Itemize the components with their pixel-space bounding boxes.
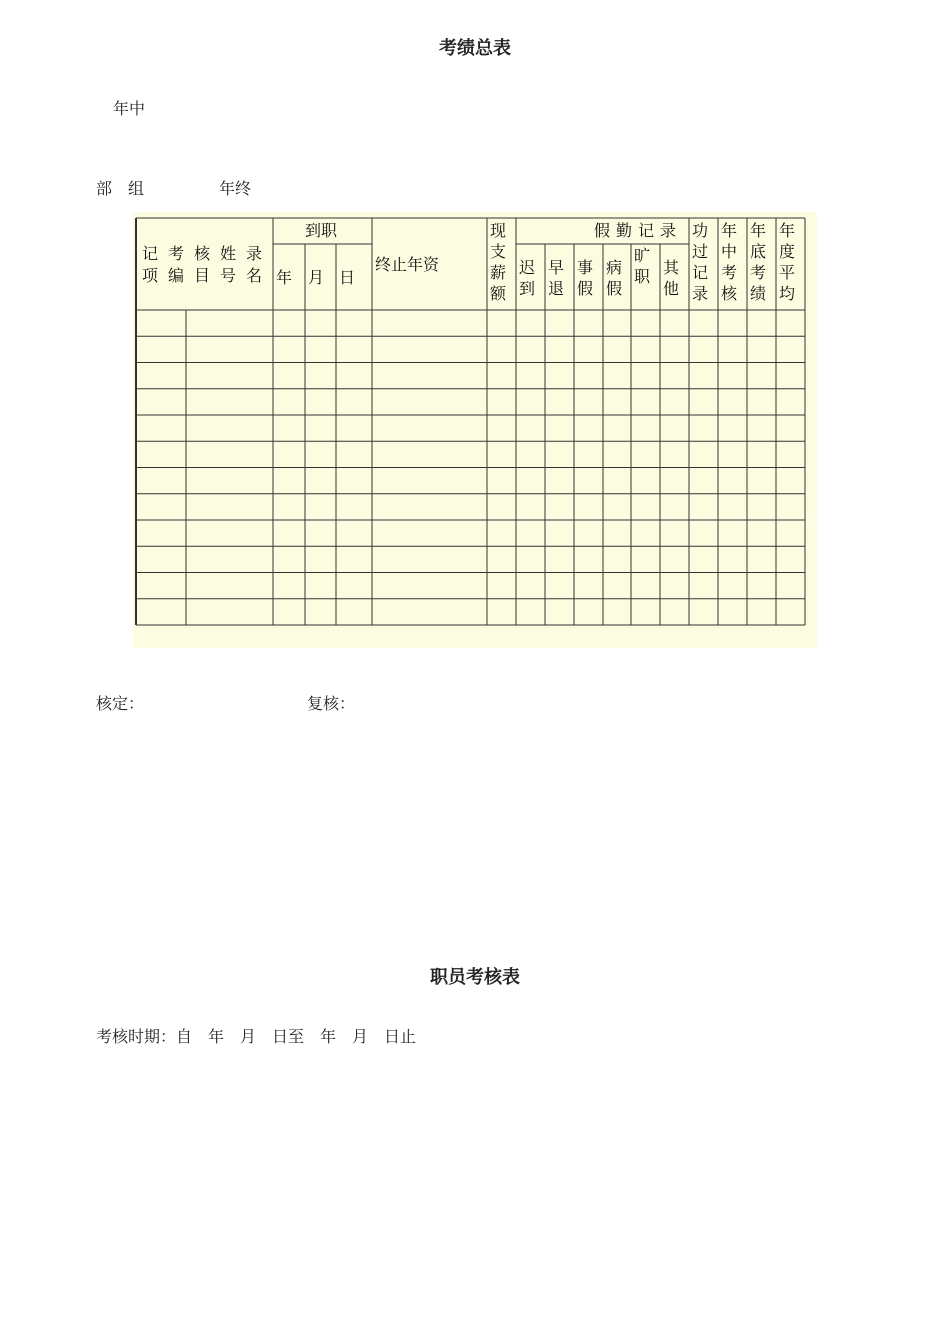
header-entry-day: 日 — [339, 268, 356, 287]
header-mid-year-review: 年中考核 — [720, 221, 737, 303]
doc2-title: 职员考核表 — [430, 967, 520, 988]
header-other: 其他 — [662, 258, 679, 298]
header-leave-record: 假勤记录 — [594, 221, 683, 240]
header-sick-leave: 病假 — [605, 258, 622, 298]
header-record-combo-top: 记考核姓录 — [142, 244, 273, 263]
approve-label: 核定： — [96, 694, 145, 713]
header-record-combo-bottom: 项编目号名 — [142, 266, 273, 285]
header-current-salary: 现支薪额 — [489, 221, 506, 303]
header-early-leave: 早退 — [547, 258, 564, 298]
header-late: 迟到 — [518, 258, 535, 298]
header-year-average: 年度平均 — [778, 221, 795, 303]
review-label: 复核： — [307, 694, 356, 713]
doc-title: 考绩总表 — [439, 38, 511, 59]
header-entry-month: 月 — [308, 268, 325, 287]
performance-summary-table — [133, 212, 817, 648]
header-seniority-end: 终止年资 — [375, 255, 440, 274]
header-end-year-score: 年底考绩 — [749, 221, 766, 303]
header-merit-record: 功过记录 — [691, 221, 708, 303]
assessment-period-label: 考核时期：自 年 月 日至 年 月 日止 — [96, 1027, 417, 1046]
year-mid-label: 年中 — [113, 99, 146, 118]
header-entry-year: 年 — [276, 268, 293, 287]
year-end-label: 年终 — [219, 179, 252, 198]
header-absent: 旷职 — [633, 246, 650, 286]
header-entry-date: 到职 — [305, 221, 338, 240]
header-personal-leave: 事假 — [576, 258, 593, 298]
dept-group-label: 部 组 — [96, 179, 145, 198]
